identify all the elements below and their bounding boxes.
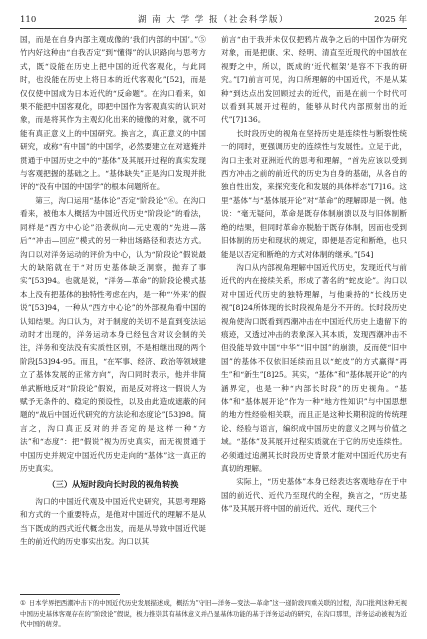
body-paragraph: 沟口从内部视角理解中国近代历史，发现近代与前近代的内在接续关系，形成了著名的“蛇皮论”。沟口以对中国近代历史的独特理解，与他秉持的“长线历史视”[8]24所体现的长时段视角是分不开的。长时段历史视角使沟口既看到西潮冲击在中国近代历史上遗留下的痕迹，又透过冲击的表象深入其本质，发现西潮冲击不但没能导致中国“中华”“旧中国”的崩溃，反而使“旧中国”的基体不仅依旧延续而且以“蛇皮”的方式赢得“再生”和“新生”[8]25。其实，“基体”和“基体展开论”的内涵界定，也是一种“内部长时段”的历史视角。“基体”和“基体展开论”作为一种“地方性知识”与中国思想的地方性经验相关联，而且正是这种长期积淀的传统理论、经验与语言，编织成中国历史的意义之网与价值之域。“基体”及其展开过程实质就在于它的历史连续性。必须通过追溯其长时段历史背景才能对中国近代历史有真切的理解。	[221, 262, 407, 473]
body-paragraph: 沟口的中国近代观及中国近代史研究，其思考理路和方式的一个重要特点，是他对中国近代的理解不是从当下既成的西式近代概念出发，而是从导致中国近代诞生的前近代的历史事实出发。沟口以其	[20, 496, 206, 547]
header-rule	[20, 28, 407, 29]
footnote-text: 日本学界把西潮冲击下的中国近代历史发展描述成，概括为“守旧—洋务—变法—革命”这一递阶段四重关联的过程，沟口批判这种无视中国历史基体客观存在的“阶段论”假说，极力推崇其有基体意义并凸显基体功能的基于洋务运动的研究，在沟口那里，洋务运动被视为近代中国的萌芽。	[20, 599, 407, 628]
body-paragraph: 前言“由于我并未仅仅把鸦片战争之后的中国作为研究对象，而是把康、宋、经明、清直至近现代的中国放在视野之中，所以，既成的‘近代框架’是容不下我的研究。”[7]前言可见，沟口所理解的中国近代，不是从某种“到达点出发回顾过去的近代，而是在前一个时代可以看到其展开过程的，能够从时代内部照射出的近代”[7]136。	[221, 35, 407, 125]
journal-title: 湖 南 大 学 学 报（社会科学版）	[137, 15, 289, 25]
footnote	[20, 598, 407, 634]
issue-year: 2025 年	[374, 15, 407, 25]
body-paragraph: 实际上，“历史基体”本身已经表达客观地存在于中国的前近代、近代乃至现代的全程，换言之，“历史基体”及其展开将中国的前近代、近代、现代三个	[221, 477, 407, 514]
page-number: 110	[20, 15, 37, 25]
body-paragraph: 第三，沟口运用“基体论”否定“阶段论”⑥。在沟口看来，被他本人概括为中国近代历史“阶段论”的看法，同样是“西方中心论”沿袭纵向—元史观的“先进—落后”“冲击—回应”模式的另一种出场路径和表达方式。沟口以对洋务运动的评价为中心，认为“阶段论”假说最大的缺陷就在于“对历史基体缺乏洞察，抛弃了事实”[53]94。也就是说，“洋务—革命”的阶段论模式基本上没有把基体的独特性考虑在内，是一种“‘外来’的假说”[53]94，一种从“西方中心论”的外部视角看中国的认知结果。沟口认为，对于制度的关切不是直到变法运动时才出现的，洋务运动本身已经包含对议会制的关注，洋务和变法没有实质性区别，不是相继出现的两个阶段[53]94-95。而且，“在军事、经济、政治等领域建立了基体发展的正常方向”，沟口同时表示，他并非简单武断地反对“阶段论”假说，而是反对将这一假说人为赋予无条件的、稳定的预设性，以及由此造成遮蔽的问题的“战后中国近代研究的方法论和态度论”[53]98。简言之，沟口真正反对的并否定的是这样一种“方法”和“态度”：把“假说”视为历史真实，而无视贯通于中国历史并规定中国近代历史走向的“基体”这一真正的历史真实。	[20, 195, 206, 473]
right-column	[221, 33, 407, 589]
left-column	[20, 33, 206, 589]
section-heading: （三）从短时段向长时段的视角转换	[47, 479, 179, 490]
footnote-marker: ①	[20, 599, 26, 607]
footnote-rule	[20, 594, 120, 595]
body-paragraph: 长时段历史的视角在坚持历史是连续性与断裂性统一的同时，更强调历史的连续性与发展性。立足于此，沟口主张对亚洲近代的思考和理解，“首先应该以受到西方冲击之前的前近代的历史为自身的基础，从各自的独自性出发，来探究变化和发展的具体样态”[7]16。这里“基体”与“基体展开论”对“革命”的理解即是一例。他说：“毫无疑问，革命是既存体制崩溃以及与旧体制断绝的结果，但同时革命亦脱胎于既存体制，因而也受到旧体制的历史和现状的规定，即便是否定和断绝，也只能是以否定和断绝的方式对体制的继承。”[54]	[221, 128, 407, 259]
body-paragraph: 国，而是在自身内部主观成像的‘我们内部的中国’。”⑤竹内好这种由“自我否定”到“懂得”的认识路向与思考方式，既“设能在历史上把中国的近代客观化，与此同时，也没能在历史上将日本的近代客观化”[52]，而是仅仅使中国成为日本近代的“反命题”。在沟口看来，如果不能把中国客观化，即把中国作为客观真实的认识对象，而是将其作为主观幻化出来的镜像的对象，就不可能有真正意义上的中国研究。换言之，真正意义的中国研究，或称“有中国”的中国学，必然要建立在对遮掩并贯通于中国历史之中的“基体”及其展开过程的真实发现与客观把握的基础之上。“基体缺失”正是沟口发现并批评的“没有中国的中国学”的根本问题所在。	[20, 35, 206, 192]
running-header	[20, 13, 407, 27]
